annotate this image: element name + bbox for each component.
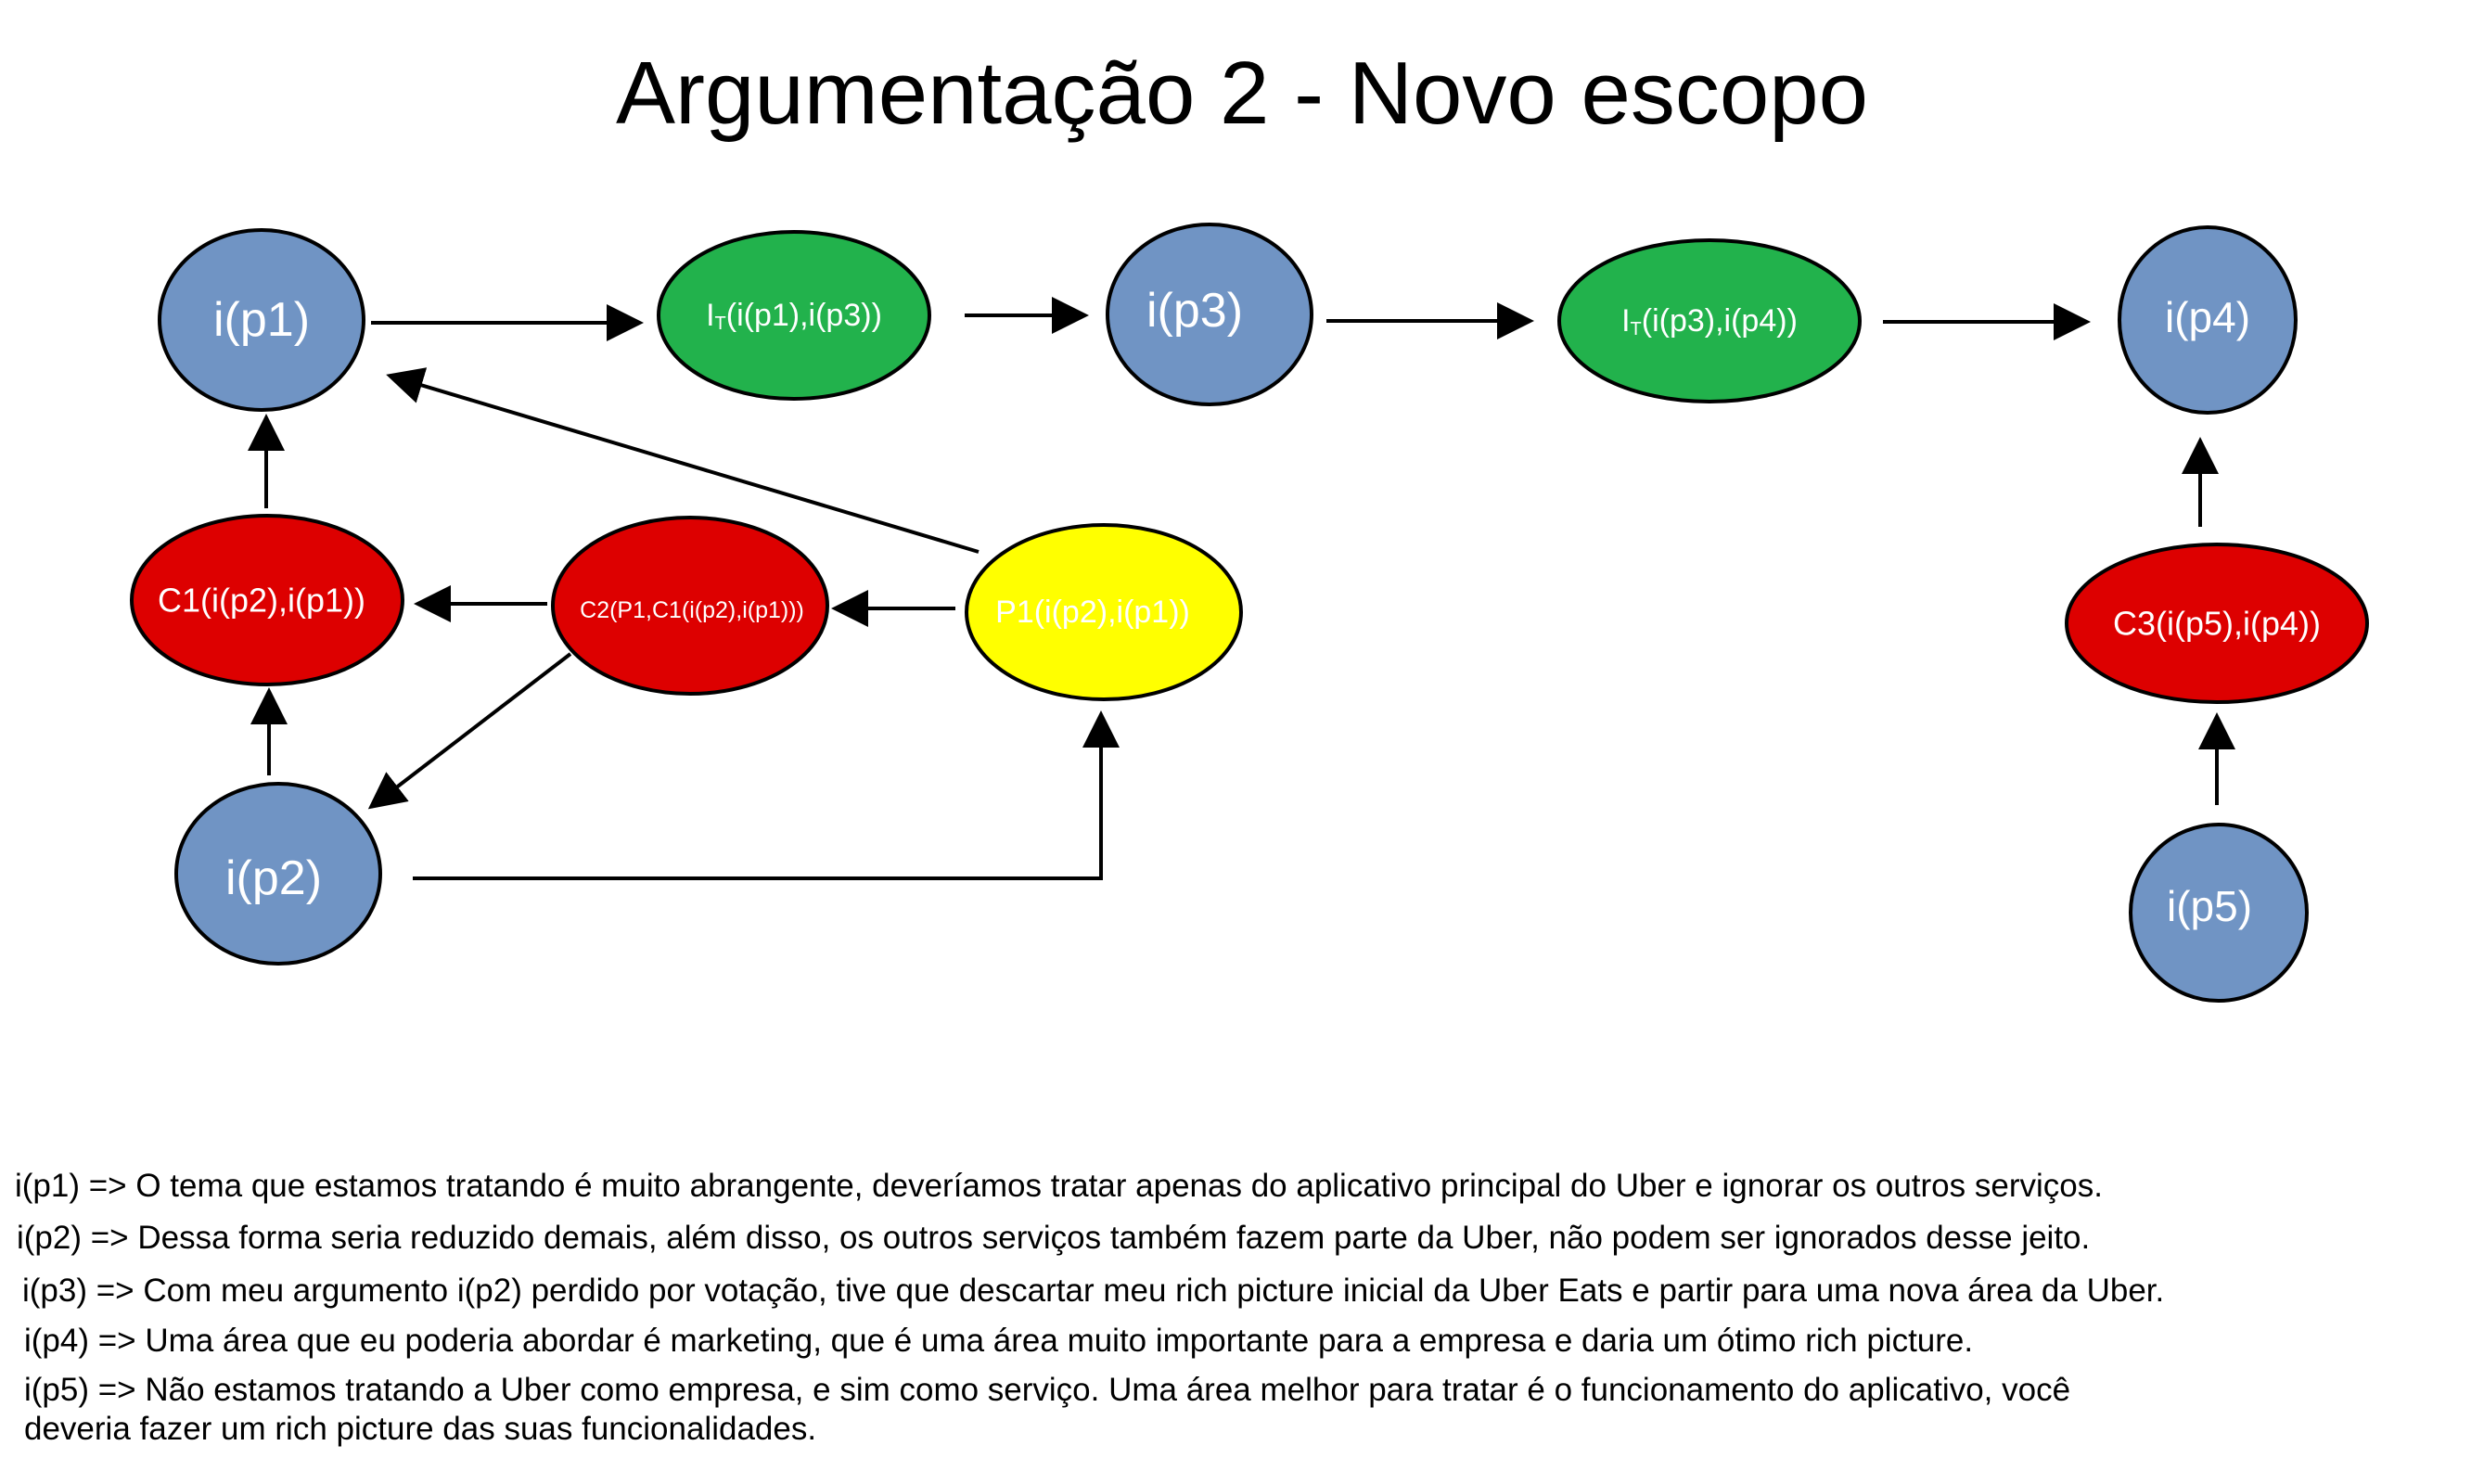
node-it1-subscript: T <box>714 313 726 334</box>
node-it2-subscript: T <box>1630 319 1642 339</box>
node-c2-label: C2(P1,C1(i(p2),i(p1))) <box>580 597 804 623</box>
node-it1-label <box>706 298 882 334</box>
node-it2-main: I <box>1621 303 1631 339</box>
node-p1-label: i(p1) <box>212 293 311 347</box>
nodes <box>132 224 2367 1001</box>
node-c2 <box>553 518 827 694</box>
node-p2 <box>176 784 380 964</box>
node-c1 <box>132 516 403 684</box>
legend-line-p5-continued: deveria fazer um rich picture das suas funcionalidades. <box>24 1411 817 1447</box>
legend-line-p2: i(p2) => Dessa forma seria reduzido demais, além disso, os outros serviços também fazem parte da Uber, não podem ser ignorados desse jeito. <box>17 1220 2091 1256</box>
node-p4 <box>2119 227 2296 413</box>
node-p4-label: i(p4) <box>2164 293 2251 341</box>
node-pref1 <box>967 525 1241 699</box>
node-c1-label: C1(i(p2),i(p1)) <box>157 581 366 620</box>
legend-line-p3: i(p3) => Com meu argumento i(p2) perdido por votação, tive que descartar meu rich picture inicial da Uber Eats e partir para uma nova área da Uber. <box>22 1273 2165 1309</box>
edge-c2-to-p2 <box>371 654 570 807</box>
diagram-title: Argumentação 2 - Novo escopo <box>615 44 1869 143</box>
node-it2-rest: (i(p3),i(p4)) <box>1641 303 1798 339</box>
node-p1 <box>160 230 364 410</box>
node-it1-rest: (i(p1),i(p3)) <box>725 298 882 333</box>
node-p2-label: i(p2) <box>224 851 323 905</box>
node-c3-label: C3(i(p5),i(p4)) <box>2112 604 2322 643</box>
node-it1-main: I <box>706 298 715 333</box>
node-p5-label: i(p5) <box>2166 882 2253 930</box>
legend-line-p4: i(p4) => Uma área que eu poderia abordar é marketing, que é uma área muito importante para a empresa e daria um ótimo rich picture. <box>24 1323 1974 1359</box>
node-pref1-label: P1(i(p2),i(p1)) <box>995 595 1190 630</box>
node-it1 <box>659 232 929 399</box>
legend-line-p5: i(p5) => Não estamos tratando a Uber como empresa, e sim como serviço. Uma área melhor para tratar é o funcionamento do aplicativo, você <box>24 1372 2071 1408</box>
node-it2 <box>1559 240 1860 402</box>
legend-line-p1: i(p1) => O tema que estamos tratando é muito abrangente, deveríamos tratar apenas do aplicativo principal do Uber e ignorar os outros serviços. <box>15 1168 2103 1204</box>
node-it2-label <box>1621 303 1798 339</box>
edge-p2-to-pref1 <box>413 714 1101 878</box>
node-p3 <box>1108 224 1312 404</box>
node-c3 <box>2067 544 2367 702</box>
node-p3-label: i(p3) <box>1146 284 1244 338</box>
node-p5 <box>2131 825 2307 1001</box>
